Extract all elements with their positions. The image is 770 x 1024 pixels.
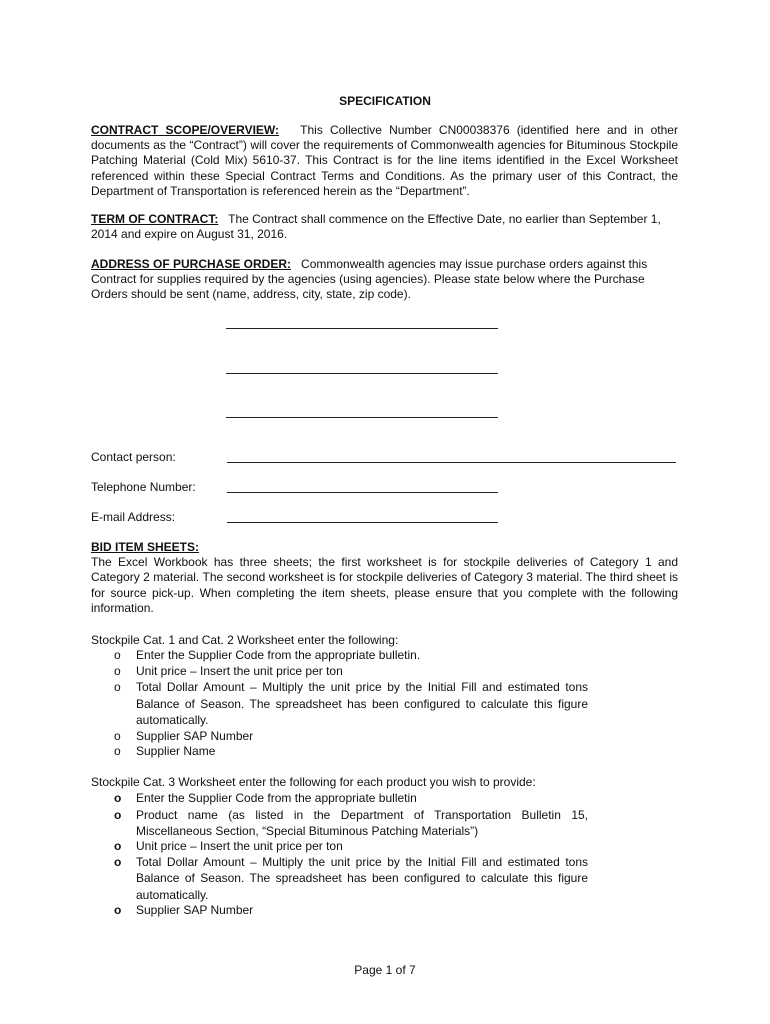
term-section (91, 212, 678, 242)
address-line-2[interactable] (226, 373, 498, 374)
list2-intro: Stockpile Cat. 3 Worksheet enter the following for each product you wish to provide: (91, 775, 536, 789)
list-item: o Supplier SAP Number (114, 728, 254, 743)
list-item: o Supplier Name (114, 744, 216, 758)
contact-person-label: Contact person: (91, 450, 176, 464)
bullet-icon: o (114, 648, 121, 662)
list1 (0, 648, 600, 760)
bullet-icon: o (114, 663, 121, 678)
address-line-3[interactable] (226, 417, 498, 418)
address-heading: ADDRESS OF PURCHASE ORDER: (91, 257, 292, 271)
telephone-label: Telephone Number: (91, 480, 196, 494)
bullet-icon: o (114, 744, 121, 758)
bullet-icon: o (114, 855, 122, 869)
list2 (0, 791, 600, 918)
list-item: o Enter the Supplier Code from the appropriate bulletin (114, 791, 417, 805)
address-section (91, 257, 678, 303)
page-number: Page 1 of 7 (354, 963, 416, 977)
list-item: o Enter the Supplier Code from the appropriate bulletin. (114, 648, 421, 662)
page-title: SPECIFICATION (339, 94, 431, 108)
address-line-1[interactable] (226, 328, 498, 329)
telephone-field[interactable] (227, 492, 498, 493)
email-field[interactable] (227, 522, 498, 523)
bullet-icon: o (114, 838, 122, 853)
bullet-icon: o (114, 807, 122, 822)
bullet-icon: o (114, 902, 122, 917)
bid-section (91, 540, 678, 616)
list-item: o Unit price – Insert the unit price per ton (114, 838, 343, 853)
list-item: o Total Dollar Amount – Multiply the unit price by the Initial Fill and estimated tons Balance of Season. The spreadsheet has been configured to calculate this figure automatically. (114, 855, 588, 902)
bid-text: The Excel Workbook has three sheets; the first worksheet is for stockpile deliveries of Category 1 and Category 2 material. The second worksheet is for stockpile deliveries of Category 3 material. The third sheet is for source pick-up. When completing the item sheets, please ensure that you complete with the following information. (91, 555, 678, 615)
bullet-icon: o (114, 728, 121, 743)
list-item: o Total Dollar Amount – Multiply the unit price by the Initial Fill and estimated tons Balance of Season. The spreadsheet has been configured to calculate this figure automatically. (114, 680, 588, 727)
scope-section (91, 123, 678, 199)
bullet-icon: o (114, 791, 122, 805)
address-text: Commonwealth agencies may issue purchase orders against this Contract for supplies required by the agencies (using agencies). Please state below where the Purchase Orders should be sent (name, address, city, state, zip code). (91, 257, 648, 302)
scope-heading: CONTRACT SCOPE/OVERVIEW: (91, 123, 280, 137)
bullet-icon: o (114, 680, 121, 694)
list-item: o Product name (as listed in the Department of Transportation Bulletin 15, Miscellaneous Section, “Special Bituminous Patching Materials”) (114, 807, 588, 838)
list1-intro: Stockpile Cat. 1 and Cat. 2 Worksheet enter the following: (91, 633, 399, 647)
email-label: E-mail Address: (91, 510, 176, 524)
scope-text: This Collective Number CN00038376 (identified here and in other documents as the “Contract”) will cover the requirements of Commonwealth agencies for Bituminous Stockpile Patching Material (Cold Mix) 5610-37. This Contract is for the line items identified in the Excel Worksheet referenced within these Special Contract Terms and Conditions. As the primary user of this Contract, the Department of Transportation is referenced herein as the “Department”. (91, 123, 678, 198)
contact-person-field[interactable] (227, 462, 676, 463)
bid-heading: BID ITEM SHEETS: (91, 540, 200, 554)
term-heading: TERM OF CONTRACT: (91, 212, 219, 226)
list-item: o Unit price – Insert the unit price per ton (114, 663, 343, 678)
term-text: The Contract shall commence on the Effective Date, no earlier than September 1, 2014 and expire on August 31, 2016. (91, 212, 661, 242)
list-item: o Supplier SAP Number (114, 902, 254, 917)
